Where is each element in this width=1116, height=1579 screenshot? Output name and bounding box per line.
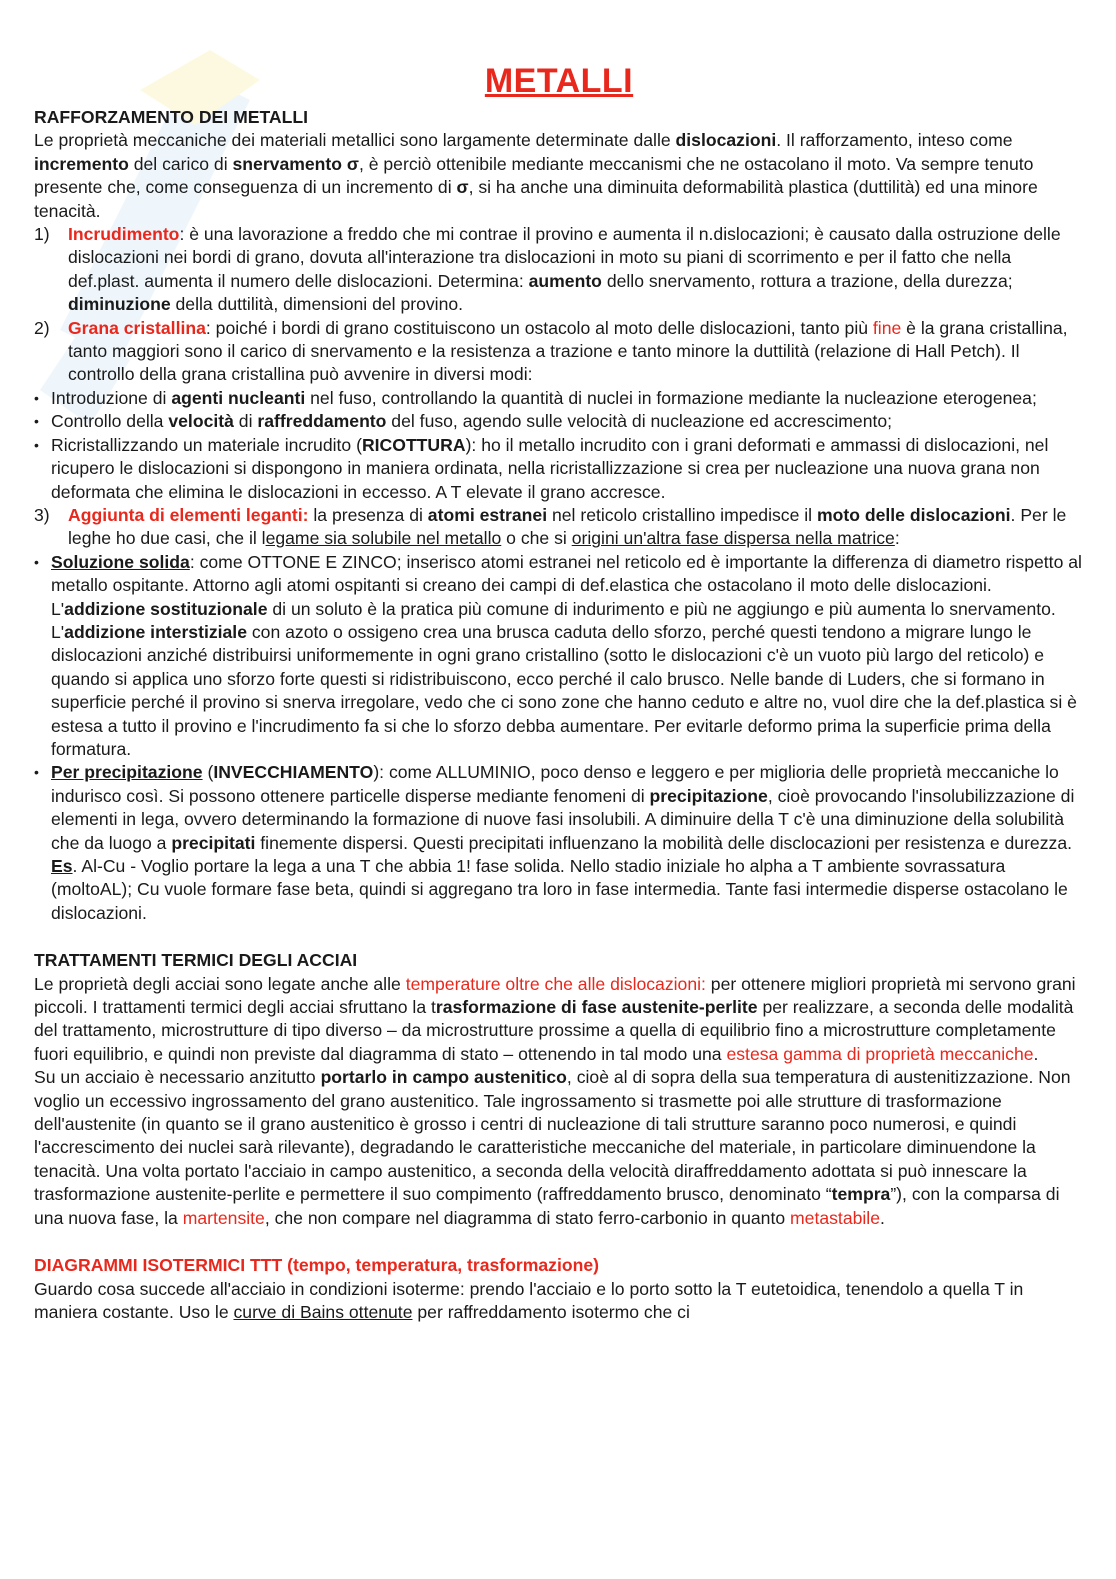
bullet-agenti-nucleanti: • Introduzione di agenti nucleanti nel fuso, controllando la quantità di nuclei in formazione mediante la nucleazione eterogenea; [34,387,1037,408]
section-heading-trattamenti: TRATTAMENTI TERMICI DEGLI ACCIAI [34,950,358,971]
bullet-ricottura: • Ricristallizzando un materiale incrudito (RICOTTURA): ho il metallo incrudito con i grani deformati e ammassi di dislocazioni, nel ricupero le dislocazioni si dispongono in maniera ordinata, nella ricristallizzazione si crea per nucleazione una nuova grana non deformata che elimina le dislocazioni in eccesso. A T elevate il grano accresce. [34,434,1049,502]
bullet-precipitazione: • Per precipitazione (INVECCHIAMENTO): come ALLUMINIO, poco denso e leggero e per miglioria delle proprietà meccaniche lo indurisco così. Si possono ottenere particelle disperse mediante fenomeni di precipitazione, cioè provocando l'insolubilizzazione di elementi in lega, ovvero determinando la formazione di nuove fasi insolubili. A diminuire della T c'è una diminuzione della solubilità che da luogo a precipitati finemente dispersi. Questi precipitati influenzano la mobilità delle disclocazioni per resistenza e durezza. Es. Al-Cu - Voglio portare la lega a una T che abbia 1! fase solida. Nello stadio iniziale ho alpha a T ambiente sovrassatura (moltoAL); Cu vuole formare fase beta, quindi si aggregano tra loro in fase intermedia. Tante fasi intermedie disperse ostacolano le dislocazioni. [34,762,1075,923]
intro-paragraph: Le proprietà meccaniche dei materiali metallici sono largamente determinate dalle dislocazioni. Il rafforzamento, inteso come incremento del carico di snervamento σ, è perciò ottenibile mediante meccanismi che ne ostacolano il moto. Va sempre tenuto presente che, come conseguenza di un incremento di σ, si ha anche una diminuita deformabilità plastica (duttilità) ed una minore tenacità. [34,130,1038,221]
page-title: METALLI [484,62,634,100]
trattamenti-paragraph-1: Le proprietà degli acciai sono legate anche alle temperature oltre che alle dislocazioni: per ottenere migliori proprietà mi servono grani piccoli. I trattamenti termici degli acciai sfruttano la trasformazione di fase austenite-perlite per realizzare, a seconda delle modalità del trattamento, microstrutture di tipo diverso – da microstrutture prossime a quella di equilibrio fino a microstrutture completamente fuori equilibrio, e quindi non previste dal diagramma di stato – ottenendo in tal modo una estesa gamma di proprietà meccaniche. [34,973,1076,1064]
bullet-velocita-raffreddamento: • Controllo della velocità di raffreddamento del fuso, agendo sulle velocità di nucleazione ed accrescimento; [34,411,893,432]
section-heading-diagrammi-ttt: DIAGRAMMI ISOTERMICI TTT (tempo, temperatura, trasformazione) [34,1255,599,1276]
list-item-incrudimento: 1) Incrudimento: è una lavorazione a freddo che mi contrae il provino e aumenta il n.dislocazioni; è causato dalla ostruzione delle dislocazioni nei bordi di grano, dovuta all'interazione tra dislocazioni in moto su piani di scorrimento e per il fatto che nella def.plast. aumenta il numero delle dislocazioni. Determina: aumento dello snervamento, rottura a trazione, della durezza; diminuzione della duttilità, dimensioni del provino. [34,224,1061,315]
trattamenti-paragraph-2: Su un acciaio è necessario anzitutto portarlo in campo austenitico, cioè al di sopra della sua temperatura di austenitizzazione. Non voglio un eccessivo ingrossamento del grano austenitico. Tale ingrossamento si trasmette poi alle strutture di trasformazione dell'austenite (in quanto se il grano austenitico è grosso i centri di nucleazione di tali strutture saranno poco numerosi, e quindi l'accrescimento dei nuclei sarà rilevante), degradando le caratteristiche meccaniche del materiale, in particolare diminuendone la tenacità. Una volta portato l'acciaio in campo austenitico, a seconda della velocità diraffreddamento adottata si può innescare la trasformazione austenite-perlite e permettere il suo compimento (raffreddamento brusco, denominato “tempra”), con la comparsa di una nuova fase, la martensite, che non compare nel diagramma di stato ferro-carbonio in quanto metastabile. [34,1067,1071,1228]
document-page [34,58,1084,1324]
section-heading-rafforzamento: RAFFORZAMENTO DEI METALLI [34,107,308,127]
list-item-grana-cristallina: 2) Grana cristallina: poiché i bordi di grano costituiscono un ostacolo al moto delle dislocazioni, tanto più fine è la grana cristallina, tanto maggiori sono il carico di snervamento e la resistenza a trazione e tanto minore la duttilità (relazione di Hall Petch). Il controllo della grana cristallina può avvenire in diversi modi: [34,317,1068,385]
bullet-soluzione-solida: • Soluzione solida: come OTTONE E ZINCO; inserisco atomi estranei nel reticolo ed è importante la differenza di diametro rispetto al metallo ospitante. Attorno agli atomi ospitanti si creano dei campi di def.elastica che ostacolano il moto delle dislocazioni. L'addizione sostituzionale di un soluto è la pratica più comune di indurimento e più ne aggiungo e più aumenta lo snervamento. L'addizione interstiziale con azoto o ossigeno crea una brusca caduta dello sforzo, perché questi tendono a migrare lungo le dislocazioni anziché distribuirsi uniformemente in ogni grano cristallino (sotto le dislocazioni c'è un vuoto più largo del reticolo) e quando si applica uno sforzo forte questi si ridistribuiscono, ecco perché il calo brusco. Nelle bande di Luders, che si formano in superficie perché il provino si snerva irregolare, vedo che ci sono zone che hanno ceduto e altre no, vuol dire che la def.plastica si è estesa a tutto il provino e l'incrudimento fa si che lo sforzo debba aumentare. Per evitarle deformo prima la superficie prima della formatura. [34,551,1082,759]
list-item-elementi-leganti: 3) Aggiunta di elementi leganti: la presenza di atomi estranei nel reticolo cristallino impedisce il moto delle dislocazioni. Per le leghe ho due casi, che il legame sia solubile nel metallo o che si origini un'altra fase dispersa nella matrice: [34,504,1067,549]
diagrammi-paragraph: Guardo cosa succede all'acciaio in condizioni isoterme: prendo l'acciaio e lo porto sotto la T eutetoidica, tenendolo a quella T in maniera costante. Uso le curve di Bains ottenute per raffreddamento isotermo che ci [34,1278,1024,1322]
